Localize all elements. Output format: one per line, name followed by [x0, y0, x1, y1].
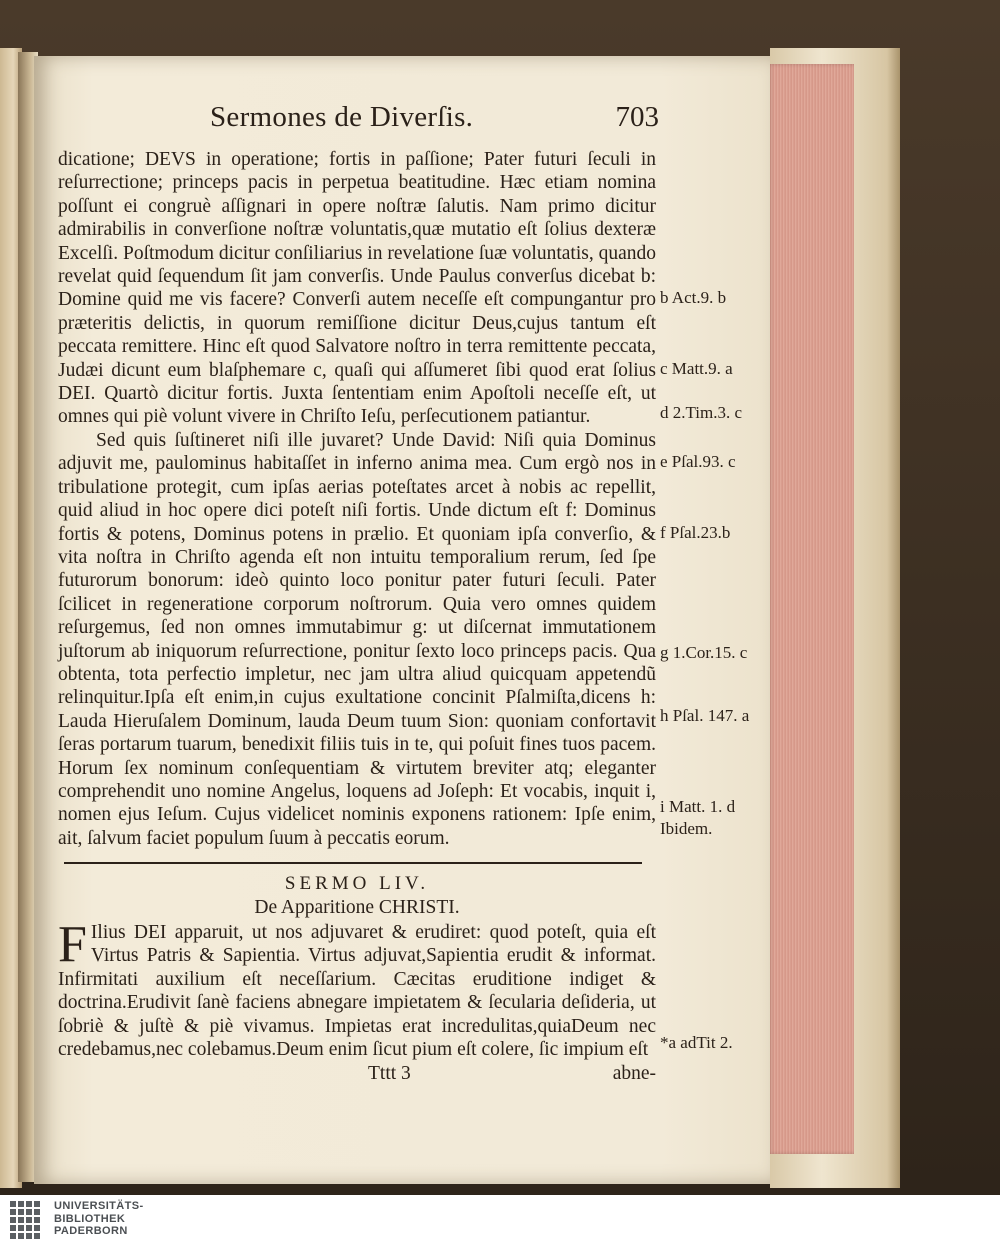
marginal-note: b Act.9. b: [660, 288, 727, 307]
page-footer-line: [58, 1062, 656, 1085]
catchword: abne-: [612, 1063, 656, 1085]
running-title: Sermones de Diverſis.: [210, 101, 474, 133]
marginal-note: c Matt.9. a: [660, 359, 733, 378]
marginal-note: i Matt. 1. d: [660, 797, 736, 816]
library-footer: [0, 1195, 1000, 1246]
running-header: [58, 101, 659, 148]
marginal-note: Ibidem.: [660, 819, 713, 838]
marginal-note: *a adTit 2.: [660, 1033, 733, 1052]
sermon-paragraph: [58, 916, 656, 1061]
marginal-note: e Pſal.93. c: [660, 452, 736, 471]
page-number: 703: [615, 101, 659, 133]
sermon-text: Ilius DEI apparuit, ut nos adjuvaret & erudiret: quod poteſt, quia eſt Virtus Patris & Sapientia. Virtus adjuvat,Sapientia erudit & informat. Infirmitati auxilium eſt neceſſarium. Cæcitas eruditione indiget & doctrina.Erudivit ſanè faciens abnegare impietatem & ſecularia deſideria, ut ſobriè & juſtè & piè vivamus. Impietas erat incredulitas,quiaDeum nec credebamus,nec colebamus.Deum enim ſicut pium eſt colere, ſic impium eſt: [58, 922, 656, 1061]
marginal-note: h Pſal. 147. a: [660, 706, 750, 725]
page-edges: [768, 64, 854, 1154]
page-text: [58, 101, 659, 1086]
library-line: BIBLIOTHEK: [54, 1212, 126, 1225]
marginal-note: g 1.Cor.15. c: [660, 643, 748, 662]
paragraph-1: dicatione; DEVS in operatione; fortis in paſſione; Pater futuri ſeculi in reſurrectione; princeps pacis in perpetua beatitudine. Hæc etiam nomina poſſunt ei congruè aſſignari in opere noſtræ ſalutis. Nam primo dicitur admirabilis in converſione noſtræ voluntatis,quæ mutatio eſt ſolius dexteræ Excelſi. Poſtmodum dicitur conſiliarius in revelatione ſuæ voluntatis, quando revelat quid ſequendum ſit jam converſis. Unde Paulus converſus dicebat b: Domine quid me vis facere? Converſi autem neceſſe eſt compungantur pro præteritis delictis, in quorum remiſſione dicitur Deus,cujus tantum eſt peccata remittere. Hinc eſt quod Salvatore noſtro in terra remittente peccata, Judæi dicunt eum blaſphemare c, quaſi qui aſſumeret ſibi quod erat ſolius DEI. Quartò dicitur fortis. Juxta ſententiam enim Apoſtoli neceſſe eſt, ut omnes qui piè volunt vivere in Chriſto Ieſu, perſecutionem patiantur.: [58, 149, 656, 428]
paragraph-2: Sed quis ſuſtineret niſi ille juvaret? Unde David: Niſi quia Dominus adjuvit me, paulominus habitaſſet in inferno anima mea. Cum ergò nos in tribulatione protegit, cum ipſas aerias poteſtates arcet à nobis ac repellit, quid aliud in hoc opere dici poteſt niſi fortis. Unde dictum eſt f: Dominus fortis & potens, Dominus potens in prælio. Et quoniam ipſa converſio, & vita noſtra in Chriſto agenda eſt non intuitu temporalium rerum, ſed ſpe futurorum bonorum: ideò quinto loco ponitur pater futuri ſeculi. Pater ſcilicet in regeneratione corporum noſtrorum. Quia vero omnes quidem reſurgemus, ſed non omnes immutabimur g: ut diſcernat immutationem juſtorum ab iniquorum reſurrectione, ponitur ſexto loco princeps pacis. Qua obtenta, tota perfectio impletur, nec jam ultra aliud quicquam appetendũ relinquitur.Ipſa eſt enim,in cujus exultatione concinit Pſalmiſta,dicens h: Lauda Hieruſalem Dominum, lauda Deum tuum Sion: quoniam confortavit ſeras portarum tuarum, benedixit filiis tuis in te, qui poſuit fines tuos pacem. Horum ſex nominum conſequentiam & virtutem breviter atq; eleganter comprehendit uno nomine Angelus, loquens ad Joſeph: Et vocabis, inquit i, nomen ejus Ieſum. Cujus videlicet nominis exponens rationem: Ipſe enim, ait, ſalvum faciet populum ſuum à peccatis eorum.: [58, 429, 656, 849]
library-name: [54, 1200, 144, 1238]
signature-mark: Tttt 3: [368, 1063, 411, 1085]
marginal-note: d 2.Tim.3. c: [660, 403, 743, 422]
sermon-subtitle: De Apparitione CHRISTI.: [254, 896, 460, 918]
section-divider: [64, 862, 642, 864]
library-line: PADERBORN: [54, 1225, 128, 1237]
drop-cap: F: [58, 916, 87, 973]
library-logo-icon: [10, 1201, 46, 1241]
marginal-note: f Pſal.23.b: [660, 523, 731, 542]
library-line: UNIVERSITÄTS-: [54, 1200, 144, 1212]
sermon-title: SERMO LIV.: [284, 873, 430, 895]
